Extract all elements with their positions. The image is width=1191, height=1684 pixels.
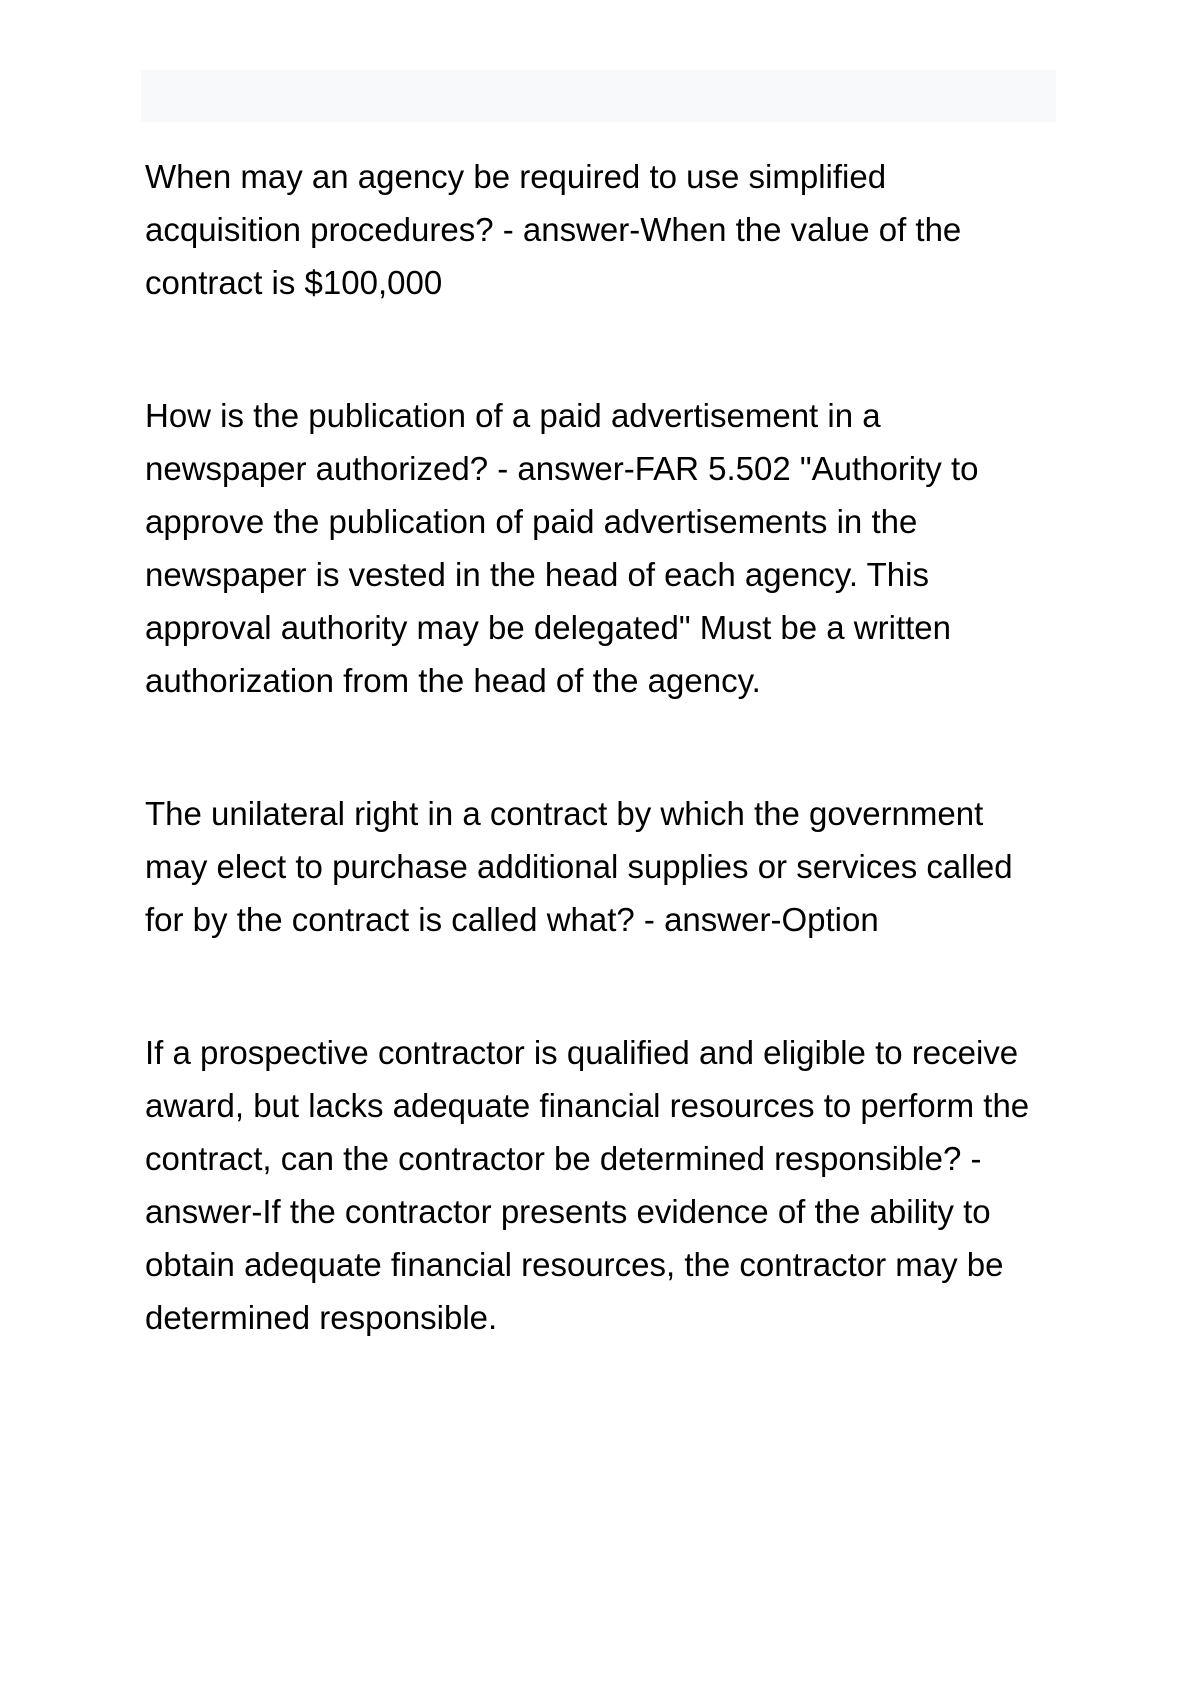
qa-entry-3: The unilateral right in a contract by which the government may elect to purchase additional supplies or services called for by the contract is called what? - answer-Option [145,795,1013,938]
header-bar [141,70,1056,122]
qa-content [145,150,1045,1424]
qa-entry-4: If a prospective contractor is qualified and eligible to receive award, but lacks adequate financial resources to perform the contract, can the contractor be determined responsible? - answer-If the contractor presents evidence of the ability to obtain adequate financial resources, the contractor may be determined responsible. [145,1034,1030,1336]
qa-entry-2: How is the publication of a paid advertisement in a newspaper authorized? - answer-FAR 5.502 "Authority to approve the publication of paid advertisements in the newspaper is vested in the head of each agency. This approval authority may be delegated" Must be a written authorization from the head of the agency. [145,397,979,699]
qa-entry-1: When may an agency be required to use simplified acquisition procedures? - answer-When the value of the contract is $100,000 [145,158,962,301]
